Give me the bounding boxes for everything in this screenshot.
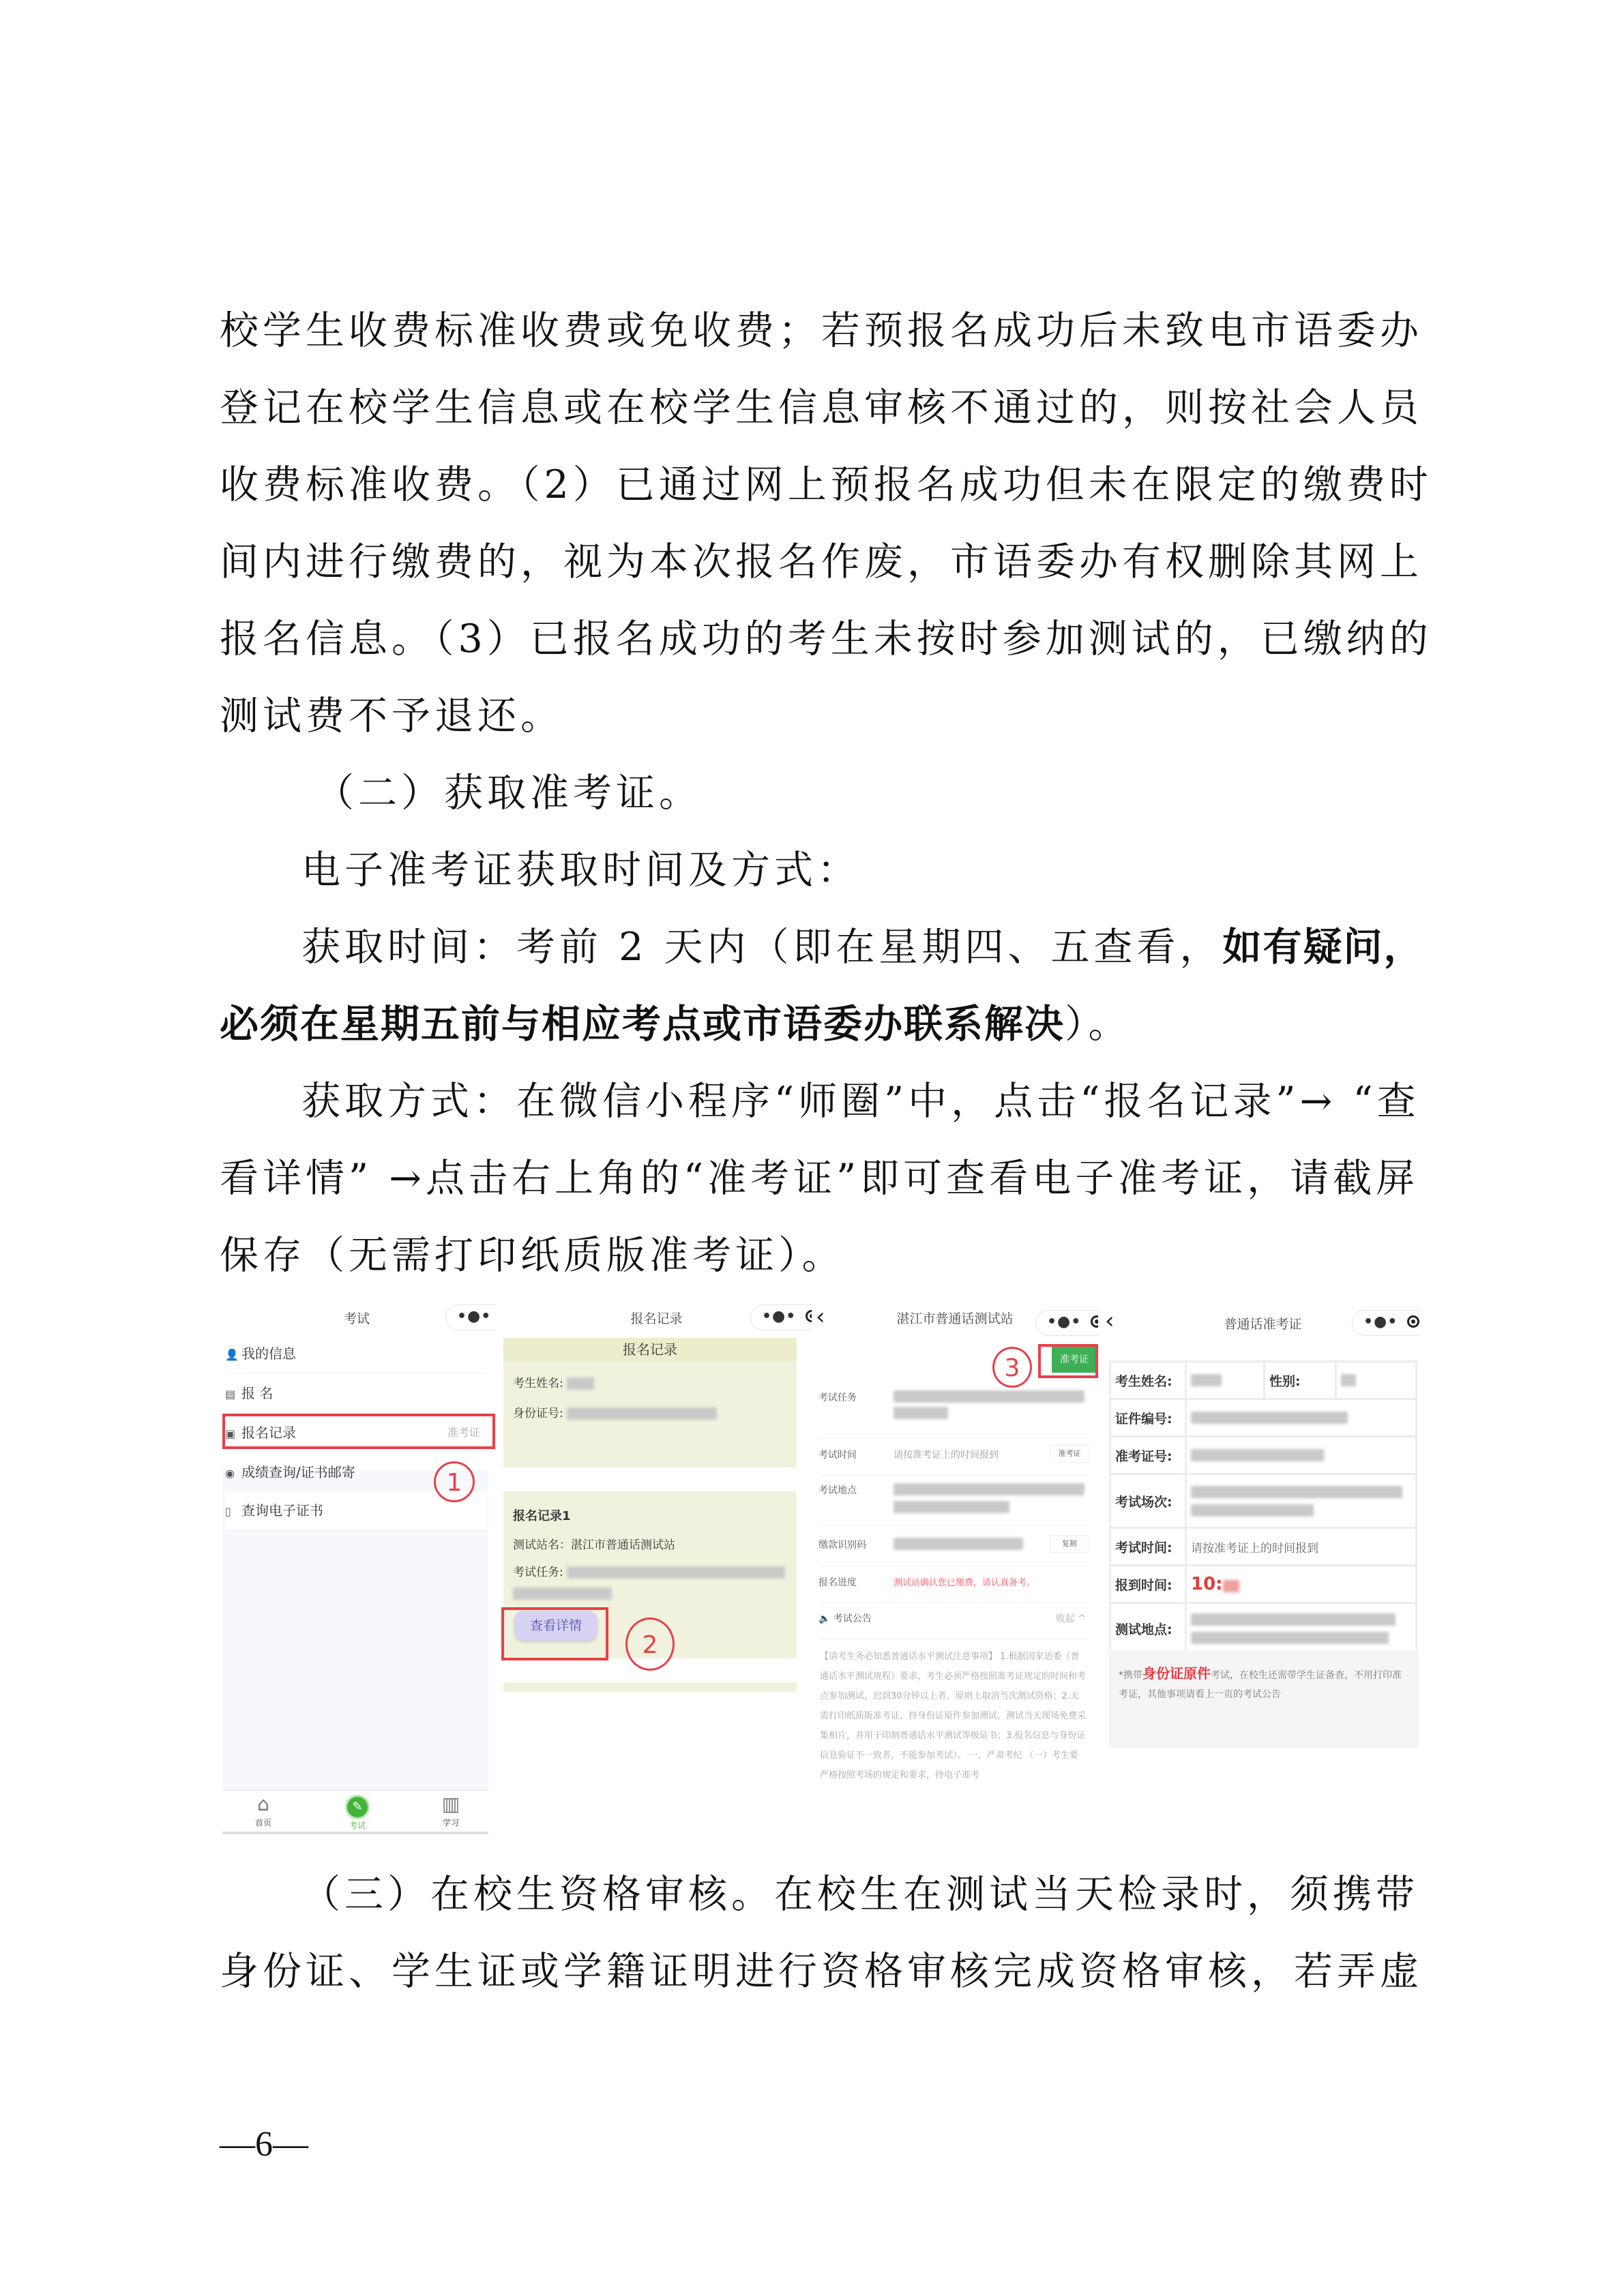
tab-home[interactable]: ⌂ 首页 <box>236 1792 291 1828</box>
form-icon: ▤ <box>225 1388 236 1401</box>
name-field: 考生姓名: <box>513 1373 594 1390</box>
more-icon[interactable]: •●• <box>457 1308 492 1325</box>
record-icon: ▣ <box>225 1427 236 1440</box>
row-exam-time: 考试时间 请按准考证上的时间报到 准考证 <box>818 1448 1089 1476</box>
view-details-button[interactable]: 查看详情 <box>514 1611 597 1641</box>
menu-register[interactable]: ▤ 报 名 <box>225 1374 487 1413</box>
person-icon: 👤 <box>225 1348 239 1361</box>
redacted-name <box>567 1377 594 1390</box>
id-original-emphasis: 身份证原件 <box>1142 1665 1211 1682</box>
record-title: 报名记录1 <box>513 1509 571 1523</box>
time-bold: 如有疑问， <box>1222 925 1424 970</box>
home-icon: ⌂ <box>257 1793 269 1815</box>
admit-tip: *携带身份证原件考试，在校生还需带学生证备查，不用打印准考证，其他事项请看上一页的考试公告 <box>1109 1650 1418 1746</box>
nav-bar <box>812 1299 1098 1333</box>
checkin-time: 10: <box>1191 1574 1223 1594</box>
method-line: 获取方式：在微信小程序“师圈”中，点击“报名记录”→ “查 <box>301 1079 1420 1124</box>
paragraph-line: 报名信息。（3）已报名成功的考生未按时参加测试的，已缴纳的 <box>220 616 1432 661</box>
paragraph-line: 间内进行缴费的，视为本次报名作废，市语委办有权删除其网上 <box>220 539 1423 584</box>
id-field: 身份证号: <box>513 1403 717 1420</box>
back-icon[interactable]: ‹ <box>1105 1307 1114 1335</box>
redacted-id <box>567 1407 717 1420</box>
admit-hint: 准考证 <box>447 1426 480 1439</box>
nav-bar <box>217 1299 497 1333</box>
row-exam-location: 考试地点 <box>818 1483 1089 1526</box>
screenshot-registration-record <box>501 1299 812 1845</box>
redacted-gender <box>1341 1374 1356 1386</box>
station-field: 测试站名：湛江市普通话测试站 <box>513 1538 675 1552</box>
menu-score-query[interactable]: ◉ 成绩查询/证书邮寄 <box>225 1453 487 1492</box>
progress-status: 测试站确认您已缴费，请认真备考。 <box>894 1578 1036 1588</box>
book-icon: ▥ <box>441 1793 460 1815</box>
highlight-box-3 <box>1038 1344 1098 1378</box>
menu-capsule[interactable] <box>1035 1310 1098 1336</box>
menu-capsule[interactable] <box>750 1304 812 1330</box>
eye-icon: ◉ <box>225 1467 235 1480</box>
copy-button[interactable]: 复制 <box>1050 1535 1089 1553</box>
tab-study[interactable]: ▥ 学习 <box>424 1792 478 1828</box>
nav-title: 报名记录 <box>630 1311 683 1326</box>
menu-my-info[interactable]: 👤 我的信息 <box>225 1335 487 1373</box>
card-title: 报名记录 <box>503 1338 797 1362</box>
back-icon[interactable]: ‹ <box>816 1303 825 1330</box>
more-icon[interactable]: •●• <box>1363 1313 1398 1330</box>
collapse-toggle[interactable]: 收起 ^ <box>1055 1613 1086 1624</box>
close-miniprogram-icon[interactable] <box>1091 1315 1098 1328</box>
more-icon[interactable]: •●• <box>762 1308 797 1325</box>
redacted-cert <box>1191 1412 1348 1424</box>
redacted-task-2 <box>513 1587 612 1600</box>
time-line-2 <box>220 1000 1423 1048</box>
row-progress: 报名进度 测试站确认您已缴费，请认真备考。 <box>818 1575 1089 1603</box>
redacted-code <box>894 1538 1023 1550</box>
menu-capsule[interactable] <box>445 1304 497 1330</box>
method-line: 保存（无需打印纸质版准考证）。 <box>220 1233 845 1278</box>
admit-card-table: 考生姓名: 性别: 证件编号: 准考证号: 考试场次: 考试时间: 请按准考证上的时间报到 报到时间: 10: 测试地点: <box>1109 1360 1417 1655</box>
time-line <box>301 923 1423 971</box>
redacted-task <box>567 1566 785 1579</box>
step-marker-3: 3 <box>992 1347 1032 1388</box>
paragraph-line: 收费标准收费。（2）已通过网上预报名成功但未在限定的缴费时 <box>220 462 1432 507</box>
paragraph-line: 身份证、学生证或学籍证明进行资格审核完成资格审核，若弄虚 <box>220 1949 1423 1994</box>
more-icon[interactable]: •●• <box>1047 1313 1082 1330</box>
time-normal: 获取时间：考前 2 天内（即在星期四、五查看， <box>301 925 1223 970</box>
tab-exam[interactable]: ✎ 考试 <box>330 1792 385 1831</box>
section-heading: （三）在校生资格审核。在校生在测试当天检录时，须携带 <box>301 1872 1419 1917</box>
method-line: 看详情” →点击右上角的“准考证”即可查看电子准考证，请截屏 <box>220 1156 1419 1201</box>
close-miniprogram-icon[interactable] <box>806 1310 812 1322</box>
notice-header: 🔈 考试公告 收起 ^ <box>818 1611 1089 1639</box>
menu-capsule[interactable] <box>1352 1310 1421 1336</box>
paragraph-line: 校学生收费标准收费或免收费；若预报名成功后未致电市语委办 <box>220 308 1423 353</box>
nav-title: 湛江市普通话测试站 <box>896 1311 1014 1326</box>
redacted-name <box>1191 1374 1222 1386</box>
page-number: —6— <box>220 2125 308 2164</box>
nav-title: 普通话准考证 <box>1224 1317 1302 1332</box>
redacted-location <box>894 1483 1084 1495</box>
admit-card-link[interactable]: 准考证 <box>1050 1445 1089 1463</box>
screenshot-exam-menu <box>217 1299 497 1845</box>
row-exam-task: 考试任务 <box>818 1390 1089 1439</box>
screenshot-admit-card <box>1105 1299 1421 1845</box>
time-bold-2: 必须在星期五前与相应考点或市语委办联系解决 <box>220 1002 1065 1047</box>
paragraph-line: 登记在校学生信息或在校学生信息审核不通过的，则按社会人员 <box>220 385 1423 430</box>
nav-bar <box>1105 1299 1421 1333</box>
redacted-location <box>1191 1613 1396 1626</box>
nav-bar <box>501 1299 812 1333</box>
admit-card-button[interactable]: 准考证 <box>1052 1347 1097 1373</box>
redacted-session <box>1191 1486 1402 1498</box>
tab-bar <box>222 1790 488 1834</box>
admit-intro: 电子准考证获取时间及方式： <box>301 848 860 893</box>
close-miniprogram-icon[interactable] <box>1407 1315 1419 1328</box>
screenshot-station-detail <box>812 1299 1098 1845</box>
redacted-admit-no <box>1191 1449 1324 1461</box>
nav-title: 考试 <box>343 1311 370 1326</box>
menu-e-certificate[interactable]: ▯ 查询电子证书 <box>225 1491 487 1530</box>
pencil-icon: ✎ <box>345 1795 370 1819</box>
task-field: 考试任务: <box>513 1562 785 1579</box>
redacted-task <box>894 1390 1084 1403</box>
menu-registration-record[interactable]: ▣ 报名记录 准考证 <box>225 1414 487 1452</box>
row-payment-code: 缴款识别码 复制 <box>818 1538 1089 1566</box>
section-heading: （二）获取准考证。 <box>315 771 702 816</box>
candidate-card <box>503 1338 797 1467</box>
time-tail: ）。 <box>1065 1002 1132 1047</box>
certificate-icon: ▯ <box>225 1505 231 1518</box>
paragraph-line: 测试费不予退还。 <box>220 694 563 739</box>
highlight-box-1 <box>222 1414 495 1449</box>
screenshot-strip <box>217 1299 1421 1845</box>
highlight-box-2 <box>501 1607 608 1660</box>
notice-text: 【请考生务必知悉普通话水平测试注意事项】 1.根据国家语委《普通话水平测试规程》要求，考生必须严格按照准考证规定的时间和考点参加测试，迟到30分钟以上者，原则上取消当次测试资格；2.无需打印纸质版准考证，持身份证原件参加测试，测试当天现场免费采集相片，并用于印制普通话水平测试等级证书；3.报名信息与身份证信息验证不一致者，不能参加考试）。 一、严肃考纪 （一）考生要严格按照考场的规定和要求，持电子准考 <box>820 1652 1087 1780</box>
speaker-icon: 🔈 <box>818 1613 831 1624</box>
step-marker-1: 1 <box>434 1461 475 1502</box>
step-marker-2: 2 <box>625 1617 675 1671</box>
card-footer <box>503 1682 797 1692</box>
